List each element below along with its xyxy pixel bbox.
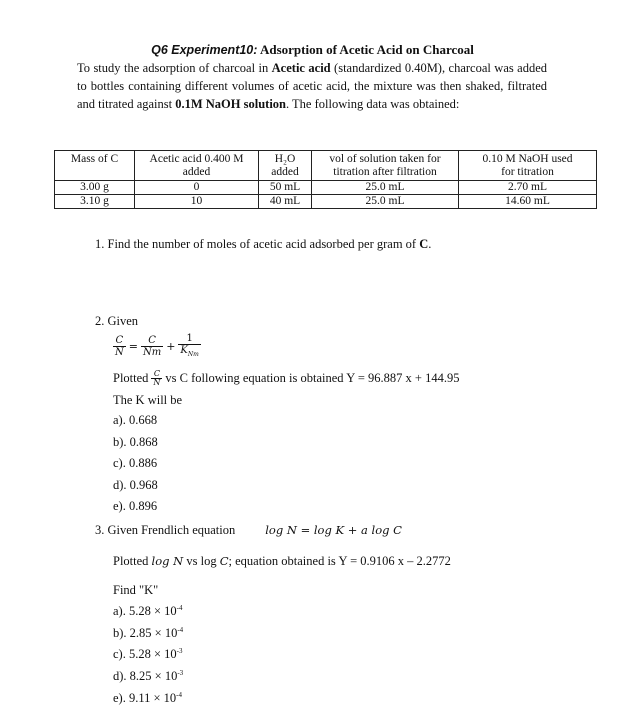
q3-find-k: Find "K" [113,583,159,597]
cell-water: 50 mL [259,181,312,195]
option-e[interactable]: e). 0.896 [113,499,158,513]
option-a[interactable]: a). $5.28 \times 10^{-4}$ [113,604,183,619]
intro-text-1: To study the adsorption of charcoal in [77,61,272,75]
q3-options [113,599,183,707]
question-title [0,42,625,58]
q3-plotted-line: Plotted log N vs log C; equation obtained is Y = 0.9106 x – 2.2772 [113,554,451,568]
option-c[interactable]: c). 0.886 [113,456,158,470]
table-row [55,195,597,209]
header-naoh: 0.10 M NaOH used for titration [459,151,597,181]
cell-naoh: 2.70 mL [459,181,597,195]
frac-c-over-nm: $\frac{C}{Nm}$ [142,334,162,358]
intro-text-2: (standardized 0.40M), charcoal was added to bottles containing different volumes of acetic acid, the mixture was then shaked, filtrated and titrated against [77,61,548,111]
question-number: Q6 Experiment10: [151,43,258,57]
cell-volume: 25.0 mL [312,195,459,209]
freundlich-equation: log N = log K + a log C [265,523,402,537]
intro-bold-1: Acetic acid [271,61,331,75]
question-2-label: 2. Given [95,314,139,328]
plotted-equation: vs C following equation is obtained Y = 96.887 x + 144.95 [165,371,460,385]
option-a[interactable]: a). 0.668 [113,413,158,427]
q2-options [113,410,158,518]
option-b[interactable]: b). $2.85 \times 10^{-4}$ [113,625,184,640]
frac-c-over-n-small: $\frac{C}{N}$ [153,369,161,387]
q1-end: . [428,237,432,251]
intro-paragraph [77,59,547,113]
option-d[interactable]: d). 0.968 [113,477,158,492]
cell-mass: 3.10 g [55,195,135,209]
frac-1-over-k: $\frac{1}{K_{Nm}}$ [180,332,199,358]
option-d[interactable]: d). $8.25 \times 10^{-3}$ [113,668,184,684]
table-row [55,181,597,195]
option-b[interactable]: b). 0.868 [113,434,158,449]
option-e[interactable]: e). $9.11 \times 10^{-4}$ [113,690,183,705]
intro-text-3: . The following data was obtained: [286,97,460,111]
data-table [54,150,597,209]
cell-volume: 25.0 mL [312,181,459,195]
table-header-row [55,151,597,181]
cell-naoh: 14.60 mL [459,195,597,209]
langmuir-equation [113,331,201,361]
intro-bold-2: 0.1M NaOH solution [175,97,287,111]
q2-k-line: The K will be [113,393,183,407]
title-text: Adsorption of Acetic Acid on Charcoal [259,42,474,57]
header-volume: vol of solution taken for titration after filtration [312,151,459,181]
header-mass: Mass of C [55,151,135,181]
q3-label: 3. Given Frendlich equation [95,523,236,537]
question-1 [95,237,431,252]
option-c[interactable]: c). $5.28 \times 10^{-3}$ [113,647,183,662]
plotted-text: Plotted [113,371,149,385]
question-3 [95,523,402,538]
header-acetic: Acetic acid 0.400 M added [135,151,259,181]
cell-acetic: 10 [135,195,259,209]
q1-text: 1. Find the number of moles of acetic acid adsorbed per gram of [95,237,420,251]
equals-sign: = [128,339,138,353]
cell-mass: 3.00 g [55,181,135,195]
plus-sign: + [166,339,176,353]
header-water: H₂O added [259,151,312,181]
q2-plotted-line [113,370,459,387]
q1-bold: C [419,237,429,251]
cell-water: 40 mL [259,195,312,209]
frac-c-over-n: $\frac{C}{N}$ [115,334,124,358]
cell-acetic: 0 [135,181,259,195]
